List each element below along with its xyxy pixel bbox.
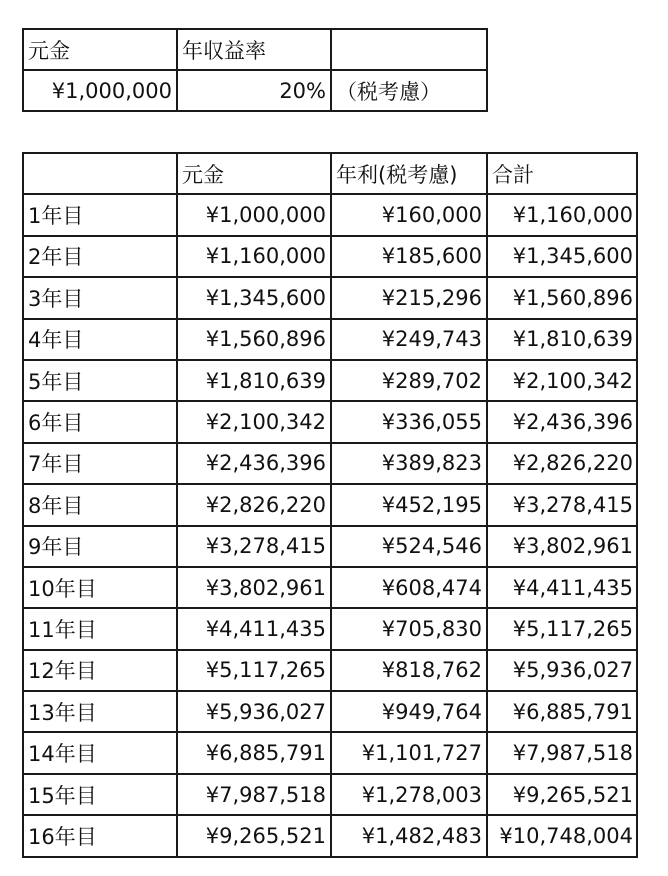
year-cell[interactable]: 3年目 xyxy=(23,277,177,318)
table-row xyxy=(23,815,637,856)
year-cell[interactable]: 11年目 xyxy=(23,608,177,649)
principal-cell[interactable]: ¥9,265,521 xyxy=(177,815,331,856)
year-cell[interactable]: 10年目 xyxy=(23,567,177,608)
total-cell[interactable]: ¥2,100,342 xyxy=(487,360,637,401)
summary-header-row xyxy=(23,29,487,70)
header-year-cell[interactable] xyxy=(23,153,177,194)
year-cell[interactable]: 4年目 xyxy=(23,319,177,360)
summary-header-blank[interactable] xyxy=(331,29,487,70)
total-cell[interactable]: ¥2,436,396 xyxy=(487,401,637,442)
table-row xyxy=(23,401,637,442)
total-cell[interactable]: ¥1,810,639 xyxy=(487,319,637,360)
interest-cell[interactable]: ¥608,474 xyxy=(331,567,487,608)
table-row xyxy=(23,236,637,277)
table-row xyxy=(23,732,637,773)
year-cell[interactable]: 14年目 xyxy=(23,732,177,773)
total-cell[interactable]: ¥5,936,027 xyxy=(487,650,637,691)
header-interest-cell[interactable]: 年利(税考慮) xyxy=(331,153,487,194)
interest-cell[interactable]: ¥289,702 xyxy=(331,360,487,401)
year-cell[interactable]: 7年目 xyxy=(23,443,177,484)
principal-cell[interactable]: ¥2,826,220 xyxy=(177,484,331,525)
interest-cell[interactable]: ¥452,195 xyxy=(331,484,487,525)
summary-tax-note-cell[interactable]: （税考慮） xyxy=(331,70,487,111)
year-cell[interactable]: 13年目 xyxy=(23,691,177,732)
principal-cell[interactable]: ¥1,345,600 xyxy=(177,277,331,318)
year-cell[interactable]: 9年目 xyxy=(23,526,177,567)
interest-cell[interactable]: ¥1,278,003 xyxy=(331,774,487,815)
year-cell[interactable]: 2年目 xyxy=(23,236,177,277)
principal-cell[interactable]: ¥2,436,396 xyxy=(177,443,331,484)
principal-cell[interactable]: ¥2,100,342 xyxy=(177,401,331,442)
interest-cell[interactable]: ¥249,743 xyxy=(331,319,487,360)
compound-growth-table xyxy=(22,152,638,858)
header-principal-cell[interactable]: 元金 xyxy=(177,153,331,194)
summary-header-principal[interactable]: 元金 xyxy=(23,29,177,70)
table-row xyxy=(23,443,637,484)
principal-cell[interactable]: ¥1,000,000 xyxy=(177,194,331,235)
interest-cell[interactable]: ¥524,546 xyxy=(331,526,487,567)
interest-cell[interactable]: ¥1,482,483 xyxy=(331,815,487,856)
table-row xyxy=(23,277,637,318)
header-total-cell[interactable]: 合計 xyxy=(487,153,637,194)
table-row xyxy=(23,526,637,567)
principal-cell[interactable]: ¥7,987,518 xyxy=(177,774,331,815)
total-cell[interactable]: ¥10,748,004 xyxy=(487,815,637,856)
table-row xyxy=(23,774,637,815)
year-cell[interactable]: 1年目 xyxy=(23,194,177,235)
total-cell[interactable]: ¥2,826,220 xyxy=(487,443,637,484)
year-cell[interactable]: 6年目 xyxy=(23,401,177,442)
interest-cell[interactable]: ¥949,764 xyxy=(331,691,487,732)
growth-header-row xyxy=(23,153,637,194)
total-cell[interactable]: ¥6,885,791 xyxy=(487,691,637,732)
total-cell[interactable]: ¥5,117,265 xyxy=(487,608,637,649)
total-cell[interactable]: ¥1,345,600 xyxy=(487,236,637,277)
interest-cell[interactable]: ¥215,296 xyxy=(331,277,487,318)
year-cell[interactable]: 16年目 xyxy=(23,815,177,856)
table-row xyxy=(23,360,637,401)
principal-cell[interactable]: ¥1,810,639 xyxy=(177,360,331,401)
table-row xyxy=(23,691,637,732)
table-row xyxy=(23,567,637,608)
summary-header-rate[interactable]: 年収益率 xyxy=(177,29,331,70)
table-row xyxy=(23,484,637,525)
total-cell[interactable]: ¥3,278,415 xyxy=(487,484,637,525)
principal-cell[interactable]: ¥3,278,415 xyxy=(177,526,331,567)
interest-cell[interactable]: ¥1,101,727 xyxy=(331,732,487,773)
interest-cell[interactable]: ¥818,762 xyxy=(331,650,487,691)
interest-cell[interactable]: ¥336,055 xyxy=(331,401,487,442)
interest-cell[interactable]: ¥705,830 xyxy=(331,608,487,649)
summary-table xyxy=(22,28,488,112)
interest-cell[interactable]: ¥160,000 xyxy=(331,194,487,235)
principal-cell[interactable]: ¥6,885,791 xyxy=(177,732,331,773)
year-cell[interactable]: 12年目 xyxy=(23,650,177,691)
summary-value-row xyxy=(23,70,487,111)
table-row xyxy=(23,608,637,649)
total-cell[interactable]: ¥7,987,518 xyxy=(487,732,637,773)
principal-cell[interactable]: ¥4,411,435 xyxy=(177,608,331,649)
total-cell[interactable]: ¥1,160,000 xyxy=(487,194,637,235)
principal-cell[interactable]: ¥1,160,000 xyxy=(177,236,331,277)
year-cell[interactable]: 15年目 xyxy=(23,774,177,815)
total-cell[interactable]: ¥1,560,896 xyxy=(487,277,637,318)
principal-cell[interactable]: ¥1,560,896 xyxy=(177,319,331,360)
principal-cell[interactable]: ¥5,936,027 xyxy=(177,691,331,732)
total-cell[interactable]: ¥3,802,961 xyxy=(487,526,637,567)
growth-table-body xyxy=(23,194,637,856)
principal-cell[interactable]: ¥5,117,265 xyxy=(177,650,331,691)
summary-principal-cell[interactable]: ¥1,000,000 xyxy=(23,70,177,111)
summary-rate-cell[interactable]: 20% xyxy=(177,70,331,111)
interest-cell[interactable]: ¥389,823 xyxy=(331,443,487,484)
total-cell[interactable]: ¥9,265,521 xyxy=(487,774,637,815)
interest-cell[interactable]: ¥185,600 xyxy=(331,236,487,277)
year-cell[interactable]: 5年目 xyxy=(23,360,177,401)
year-cell[interactable]: 8年目 xyxy=(23,484,177,525)
table-row xyxy=(23,650,637,691)
total-cell[interactable]: ¥4,411,435 xyxy=(487,567,637,608)
table-row xyxy=(23,194,637,235)
principal-cell[interactable]: ¥3,802,961 xyxy=(177,567,331,608)
table-row xyxy=(23,319,637,360)
